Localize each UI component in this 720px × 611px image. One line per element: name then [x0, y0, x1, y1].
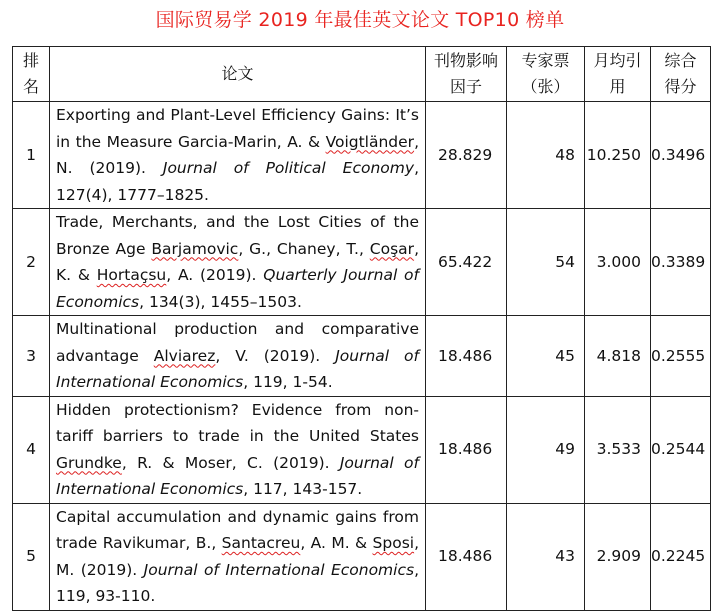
- impact-factor-cell: 65.422: [426, 209, 507, 316]
- score-cell: 0.3389: [651, 209, 711, 316]
- paper-text-segment: , 127(4), 1777–1825.: [56, 159, 419, 204]
- paper-text-segment: , R. & Moser, C. (2019).: [121, 453, 340, 472]
- score-cell: 0.2555: [651, 316, 711, 397]
- author-name: Santacreu: [221, 534, 301, 552]
- score-cell: 0.2544: [651, 396, 711, 503]
- paper-text-segment: , 134(3), 1455–1503.: [139, 292, 302, 311]
- expert-votes-cell: 48: [507, 102, 585, 209]
- page-title: 国际贸易学 2019 年最佳英文论文 TOP10 榜单: [155, 9, 565, 31]
- table-row: [13, 209, 711, 316]
- rank-cell: 3: [13, 316, 50, 397]
- paper-text-segment: , M. (2019).: [56, 534, 420, 579]
- author-name: Alviarez: [153, 346, 216, 365]
- journal-name: Journal of International Economics: [56, 453, 419, 498]
- paper-text-segment: , V. (2019).: [215, 346, 336, 365]
- journal-name: Quarterly Journal of Economics: [56, 266, 419, 311]
- header-paper: 论文: [50, 47, 426, 102]
- paper-cell: [50, 316, 426, 397]
- rank-cell: 4: [13, 396, 50, 503]
- paper-text-segment: , A. M. &: [300, 534, 373, 552]
- author-name: Coşar: [369, 239, 415, 258]
- table-row: [13, 503, 711, 610]
- impact-factor-cell: 18.486: [426, 316, 507, 397]
- journal-name: Journal of Political Economy: [162, 159, 415, 177]
- author-name: Sposi: [372, 534, 415, 552]
- paper-text-segment: , 119, 1-54.: [243, 373, 333, 391]
- paper-text-segment: Capital accumulation and dynamic gains from trade Ravikumar, B.,: [56, 507, 419, 552]
- score-cell: 0.3496: [651, 102, 711, 209]
- ranking-table: [12, 46, 711, 611]
- author-name: Grundke: [56, 453, 122, 472]
- table-row: [13, 316, 711, 397]
- impact-factor-cell: 28.829: [426, 102, 507, 209]
- paper-text-segment: Trade, Merchants, and the Lost Cities of the Bronze Age: [56, 213, 419, 258]
- expert-votes-cell: 43: [507, 503, 585, 610]
- monthly-citations-cell: 3.533: [585, 396, 651, 503]
- header-monthly-citations: 月均引用: [585, 47, 651, 102]
- paper-text-segment: , 117, 143-157.: [243, 480, 363, 498]
- impact-factor-cell: 18.486: [426, 396, 507, 503]
- rank-cell: 2: [13, 209, 50, 316]
- monthly-citations-cell: 2.909: [585, 503, 651, 610]
- paper-cell: [50, 102, 426, 209]
- journal-name: Journal of International Economics: [143, 560, 415, 579]
- monthly-citations-cell: 3.000: [585, 209, 651, 316]
- paper-text-segment: , G., Chaney, T.,: [238, 239, 370, 258]
- rank-cell: 5: [13, 503, 50, 610]
- header-score: 综合得分: [651, 47, 711, 102]
- journal-name: Journal of International Economics: [56, 346, 419, 391]
- paper-text-segment: , 119, 93-110.: [56, 560, 419, 605]
- author-name: Hortaçsu: [96, 266, 167, 284]
- table-row: [13, 102, 711, 209]
- monthly-citations-cell: 4.818: [585, 316, 651, 397]
- header-impact-factor: 刊物影响因子: [426, 47, 507, 102]
- monthly-citations-cell: 10.250: [585, 102, 651, 209]
- expert-votes-cell: 45: [507, 316, 585, 397]
- paper-text-segment: Multinational production and comparative advantage: [56, 320, 419, 365]
- author-name: Voigtländer: [325, 132, 415, 151]
- paper-text-segment: , K. &: [56, 239, 419, 284]
- paper-text-segment: Hidden protectionism? Evidence from non-tariff barriers to trade in the United States: [56, 400, 419, 445]
- table-row: [13, 396, 711, 503]
- expert-votes-cell: 54: [507, 209, 585, 316]
- expert-votes-cell: 49: [507, 396, 585, 503]
- score-cell: 0.2245: [651, 503, 711, 610]
- header-expert-votes: 专家票（张）: [507, 47, 585, 102]
- paper-cell: [50, 503, 426, 610]
- paper-cell: [50, 209, 426, 316]
- table-header-row: [13, 47, 711, 102]
- header-rank: 排名: [13, 47, 50, 102]
- impact-factor-cell: 18.486: [426, 503, 507, 610]
- paper-text-segment: , N. (2019).: [56, 132, 419, 177]
- paper-text-segment: Exporting and Plant-Level Efficiency Gains: It’s in the Measure Garcia-Marin, A. &: [56, 106, 419, 151]
- paper-cell: [50, 396, 426, 503]
- paper-text-segment: , A. (2019).: [166, 266, 264, 284]
- author-name: Barjamovic: [151, 239, 239, 258]
- rank-cell: 1: [13, 102, 50, 209]
